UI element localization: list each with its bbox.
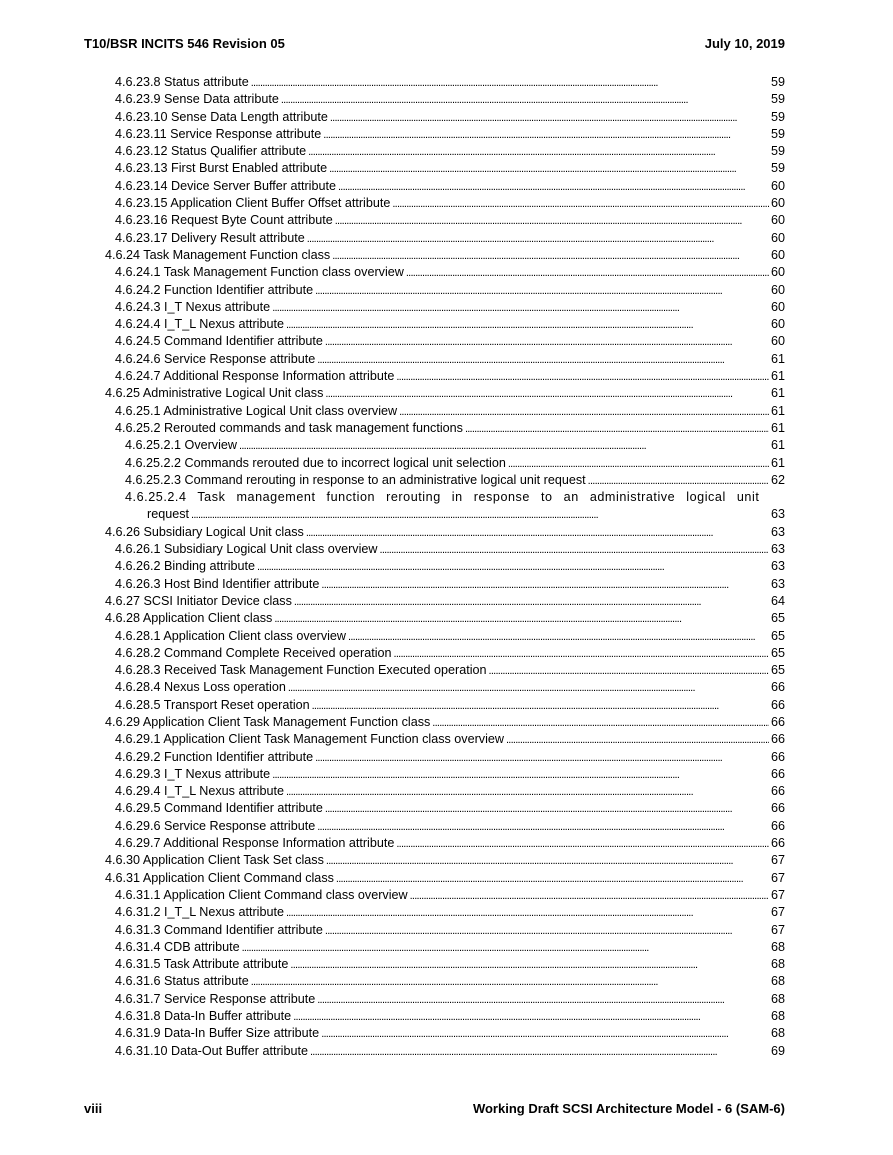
toc-entry-title: 4.6.26 Subsidiary Logical Unit class xyxy=(105,524,304,539)
toc-entry[interactable] xyxy=(105,749,785,766)
toc-page-number: 65 xyxy=(770,645,785,660)
toc-page-number: 66 xyxy=(770,749,785,764)
toc-page-number: 66 xyxy=(770,697,785,712)
toc-entry[interactable] xyxy=(105,385,785,402)
toc-entry[interactable] xyxy=(105,766,785,783)
toc-entry[interactable] xyxy=(105,333,785,350)
toc-page-number: 67 xyxy=(770,905,785,920)
toc-page-number: 60 xyxy=(770,213,785,228)
toc-entry[interactable] xyxy=(105,973,785,990)
toc-entry-title: 4.6.29 Application Client Task Management Function class xyxy=(105,714,431,729)
toc-entry[interactable] xyxy=(105,800,785,817)
toc-entry[interactable] xyxy=(105,818,785,835)
toc-entry-title: 4.6.23.13 First Burst Enabled attribute xyxy=(115,161,328,176)
document-date: July 10, 2019 xyxy=(704,36,785,51)
toc-leader-dots xyxy=(330,109,769,126)
toc-page-number: 66 xyxy=(770,818,785,833)
toc-entry[interactable] xyxy=(105,143,785,160)
toc-entry[interactable] xyxy=(105,420,785,437)
toc-entry-title: 4.6.31.5 Task Attribute attribute xyxy=(115,957,289,972)
toc-page-number: 68 xyxy=(770,991,785,1006)
toc-entry[interactable] xyxy=(105,662,785,679)
toc-entry-title: 4.6.31.8 Data-In Buffer attribute xyxy=(115,1009,292,1024)
toc-leader-dots xyxy=(489,662,769,679)
toc-leader-dots xyxy=(329,160,769,177)
toc-leader-dots xyxy=(307,230,769,247)
toc-leader-dots xyxy=(239,437,769,454)
toc-entry[interactable] xyxy=(105,956,785,973)
toc-entry[interactable] xyxy=(105,126,785,143)
toc-page-number: 61 xyxy=(770,386,785,401)
toc-leader-dots xyxy=(399,403,769,420)
toc-page-number: 59 xyxy=(770,92,785,107)
toc-page-number: 59 xyxy=(770,75,785,89)
toc-entry[interactable] xyxy=(105,852,785,869)
toc-entry[interactable] xyxy=(105,922,785,939)
toc-entry-title: 4.6.29.7 Additional Response Information attribute xyxy=(115,836,395,851)
toc-entry[interactable] xyxy=(105,576,785,593)
toc-page-number: 66 xyxy=(770,732,785,747)
toc-leader-dots xyxy=(338,178,769,195)
toc-page-number: 67 xyxy=(770,887,785,902)
toc-entry[interactable] xyxy=(105,714,785,731)
toc-entry[interactable] xyxy=(105,1025,785,1042)
toc-entry-title: 4.6.27 SCSI Initiator Device class xyxy=(105,593,292,608)
toc-page-number: 68 xyxy=(770,1009,785,1024)
toc-entry-title: 4.6.25.2.2 Commands rerouted due to incorrect logical unit selection xyxy=(125,455,506,470)
toc-leader-dots xyxy=(323,126,769,143)
toc-page-number: 61 xyxy=(770,369,785,384)
toc-entry-title: 4.6.31.4 CDB attribute xyxy=(115,939,240,954)
toc-leader-dots xyxy=(332,247,769,264)
toc-entry[interactable] xyxy=(105,887,785,904)
toc-leader-dots xyxy=(317,818,769,835)
toc-entry-continuation[interactable] xyxy=(105,506,785,523)
toc-entry-title: 4.6.31.7 Service Response attribute xyxy=(115,991,316,1006)
toc-entry-title: 4.6.29.5 Command Identifier attribute xyxy=(115,801,323,816)
toc-page-number: 65 xyxy=(770,611,785,626)
toc-page-number: 63 xyxy=(770,507,785,522)
toc-entry-title: 4.6.28.1 Application Client class overview xyxy=(115,628,347,643)
toc-page-number: 59 xyxy=(770,161,785,176)
toc-entry-title: 4.6.28.5 Transport Reset operation xyxy=(115,697,310,712)
toc-entry-title: 4.6.31 Application Client Command class xyxy=(105,870,334,885)
toc-entry[interactable] xyxy=(105,368,785,385)
toc-entry-title: 4.6.31.1 Application Client Command class overview xyxy=(115,887,408,902)
toc-entry[interactable] xyxy=(105,628,785,645)
toc-leader-dots xyxy=(406,264,769,281)
toc-entry-title: 4.6.25.2.1 Overview xyxy=(125,438,238,453)
toc-leader-dots xyxy=(312,697,769,714)
toc-entry[interactable] xyxy=(105,247,785,264)
toc-page-number: 61 xyxy=(770,455,785,470)
page-footer xyxy=(84,1101,785,1116)
toc-page-number: 66 xyxy=(770,836,785,851)
toc-entry[interactable] xyxy=(105,904,785,921)
toc-page-number: 67 xyxy=(770,922,785,937)
toc-leader-dots xyxy=(272,299,769,316)
toc-leader-dots xyxy=(251,973,769,990)
toc-page-number: 66 xyxy=(770,784,785,799)
toc-page-number: 59 xyxy=(770,126,785,141)
toc-page-number: 60 xyxy=(770,247,785,262)
toc-page-number: 61 xyxy=(770,403,785,418)
page-number: viii xyxy=(84,1101,103,1116)
toc-entry-title: 4.6.26.1 Subsidiary Logical Unit class overview xyxy=(115,542,378,557)
toc-entry[interactable] xyxy=(105,351,785,368)
toc-entry-title: 4.6.28.2 Command Complete Received operation xyxy=(115,645,392,660)
toc-page-number: 60 xyxy=(770,334,785,349)
toc-entry[interactable] xyxy=(105,489,785,506)
toc-entry-title: 4.6.23.10 Sense Data Length attribute xyxy=(115,109,328,124)
toc-entry[interactable] xyxy=(105,593,785,610)
toc-entry[interactable] xyxy=(105,541,785,558)
toc-page-number: 61 xyxy=(770,351,785,366)
toc-page-number: 60 xyxy=(770,265,785,280)
toc-entry-title: 4.6.31.6 Status attribute xyxy=(115,974,249,989)
toc-leader-dots xyxy=(394,645,769,662)
toc-entry[interactable] xyxy=(105,731,785,748)
toc-entry[interactable] xyxy=(105,835,785,852)
toc-leader-dots xyxy=(396,368,769,385)
toc-entry-title: 4.6.24.1 Task Management Function class overview xyxy=(115,265,404,280)
toc-leader-dots xyxy=(306,524,769,541)
toc-entry-title: 4.6.25.2.4 Task management function rerouting in response to an administrative logical unit xyxy=(125,490,760,505)
toc-leader-dots xyxy=(191,506,769,523)
toc-entry[interactable] xyxy=(105,1008,785,1025)
toc-leader-dots xyxy=(294,593,769,610)
toc-entry[interactable] xyxy=(105,697,785,714)
toc-page-number: 67 xyxy=(770,870,785,885)
toc-entry-title: 4.6.23.11 Service Response attribute xyxy=(115,126,322,141)
toc-entry-title: 4.6.23.12 Status Qualifier attribute xyxy=(115,144,307,159)
toc-entry-title: 4.6.25.2.3 Command rerouting in response to an administrative logical unit request xyxy=(125,472,586,487)
toc-page-number: 65 xyxy=(770,663,785,678)
toc-leader-dots xyxy=(380,541,769,558)
toc-entry[interactable] xyxy=(105,195,785,212)
toc-leader-dots xyxy=(325,800,769,817)
document-title: Working Draft SCSI Architecture Model - 6 (SAM-6) xyxy=(472,1101,785,1116)
toc-leader-dots xyxy=(281,91,769,108)
toc-entry[interactable] xyxy=(105,160,785,177)
toc-entry[interactable] xyxy=(105,472,785,489)
toc-page-number: 68 xyxy=(770,974,785,989)
toc-page-number: 68 xyxy=(770,939,785,954)
toc-entry[interactable] xyxy=(105,524,785,541)
toc-entry-title: 4.6.31.9 Data-In Buffer Size attribute xyxy=(115,1026,320,1041)
toc-page-number: 68 xyxy=(770,957,785,972)
toc-entry[interactable] xyxy=(105,455,785,472)
toc-entry-title: 4.6.31.10 Data-Out Buffer attribute xyxy=(115,1043,308,1058)
toc-page-number: 66 xyxy=(770,680,785,695)
toc-entry-title: 4.6.25 Administrative Logical Unit class xyxy=(105,386,324,401)
document-id: T10/BSR INCITS 546 Revision 05 xyxy=(84,36,285,51)
toc-leader-dots xyxy=(288,679,769,696)
toc-leader-dots xyxy=(321,576,769,593)
toc-entry[interactable] xyxy=(105,230,785,247)
toc-entry-title: 4.6.30 Application Client Task Set class xyxy=(105,853,324,868)
toc-leader-dots xyxy=(317,991,769,1008)
toc-leader-dots xyxy=(286,904,769,921)
toc-leader-dots xyxy=(326,852,769,869)
toc-entry-title: 4.6.24.3 I_T Nexus attribute xyxy=(115,299,271,314)
toc-page-number: 62 xyxy=(770,472,785,487)
toc-page-number: 60 xyxy=(770,230,785,245)
toc-entry-title: 4.6.24 Task Management Function class xyxy=(105,247,331,262)
toc-page-number: 63 xyxy=(770,524,785,539)
toc-leader-dots xyxy=(293,1008,769,1025)
toc-page-number: 63 xyxy=(770,576,785,591)
toc-entry-title: 4.6.29.6 Service Response attribute xyxy=(115,818,316,833)
toc-page-number: 66 xyxy=(770,801,785,816)
toc-leader-dots xyxy=(321,1025,769,1042)
toc-entry-title: 4.6.31.2 I_T_L Nexus attribute xyxy=(115,905,284,920)
toc-page-number: 66 xyxy=(770,714,785,729)
toc-entry[interactable] xyxy=(105,991,785,1008)
toc-leader-dots xyxy=(410,887,769,904)
toc-leader-dots xyxy=(257,558,769,575)
toc-page-number: 68 xyxy=(770,1026,785,1041)
toc-page-number: 65 xyxy=(770,628,785,643)
toc-leader-dots xyxy=(325,333,769,350)
toc-leader-dots xyxy=(310,1043,769,1060)
toc-page-number: 63 xyxy=(770,542,785,557)
toc-entry-title: 4.6.28 Application Client class xyxy=(105,611,273,626)
toc-leader-dots xyxy=(308,143,769,160)
toc-entry[interactable] xyxy=(105,645,785,662)
toc-entry-title: 4.6.29.3 I_T Nexus attribute xyxy=(115,766,271,781)
toc-entry[interactable] xyxy=(105,783,785,800)
toc-entry-title: 4.6.23.8 Status attribute xyxy=(115,75,249,89)
toc-entry[interactable] xyxy=(105,91,785,108)
toc-page-number: 61 xyxy=(770,438,785,453)
toc-entry-title: 4.6.28.3 Received Task Management Function Executed operation xyxy=(115,663,487,678)
toc-leader-dots xyxy=(508,455,769,472)
toc-page-number: 69 xyxy=(770,1043,785,1058)
toc-entry-title: 4.6.26.2 Binding attribute xyxy=(115,559,256,574)
toc-leader-dots xyxy=(335,212,769,229)
toc-entry-title: 4.6.24.2 Function Identifier attribute xyxy=(115,282,314,297)
toc-leader-dots xyxy=(286,783,769,800)
toc-page-number: 64 xyxy=(770,593,785,608)
toc-leader-dots xyxy=(317,351,769,368)
toc-leader-dots xyxy=(336,870,769,887)
toc-entry[interactable] xyxy=(105,870,785,887)
toc-entry[interactable] xyxy=(105,109,785,126)
toc-entry-title: 4.6.29.4 I_T_L Nexus attribute xyxy=(115,784,284,799)
toc-page-number: 60 xyxy=(770,196,785,211)
toc-entry[interactable] xyxy=(105,299,785,316)
toc-page-number: 63 xyxy=(770,559,785,574)
toc-leader-dots xyxy=(588,472,769,489)
toc-leader-dots xyxy=(465,420,769,437)
toc-page-number: 60 xyxy=(770,282,785,297)
toc-leader-dots xyxy=(432,714,769,731)
toc-entry[interactable] xyxy=(105,74,785,91)
toc-entry[interactable] xyxy=(105,939,785,956)
toc-leader-dots xyxy=(392,195,769,212)
toc-leader-dots xyxy=(506,731,769,748)
toc-entry-title: 4.6.28.4 Nexus Loss operation xyxy=(115,680,286,695)
toc-leader-dots xyxy=(315,282,769,299)
toc-entry[interactable] xyxy=(105,178,785,195)
table-of-contents xyxy=(105,74,785,1060)
toc-entry[interactable] xyxy=(105,1043,785,1060)
toc-page-number: 59 xyxy=(770,144,785,159)
toc-entry-title: 4.6.23.17 Delivery Result attribute xyxy=(115,230,305,245)
toc-page-number: 60 xyxy=(770,317,785,332)
toc-entry-title: 4.6.25.1 Administrative Logical Unit class overview xyxy=(115,403,398,418)
toc-leader-dots xyxy=(290,956,769,973)
toc-entry-title: 4.6.31.3 Command Identifier attribute xyxy=(115,922,323,937)
toc-entry[interactable] xyxy=(105,558,785,575)
toc-entry-title: 4.6.24.6 Service Response attribute xyxy=(115,351,316,366)
toc-page-number: 60 xyxy=(770,299,785,314)
toc-leader-dots xyxy=(325,922,769,939)
toc-entry[interactable] xyxy=(105,610,785,627)
toc-entry-title: 4.6.29.1 Application Client Task Management Function class overview xyxy=(115,732,504,747)
toc-entry-title: 4.6.23.16 Request Byte Count attribute xyxy=(115,213,333,228)
toc-page-number: 67 xyxy=(770,853,785,868)
toc-entry[interactable] xyxy=(105,437,785,454)
toc-page-number: 59 xyxy=(770,109,785,124)
toc-leader-dots xyxy=(242,939,769,956)
toc-entry[interactable] xyxy=(105,679,785,696)
toc-entry[interactable] xyxy=(105,212,785,229)
toc-leader-dots xyxy=(286,316,769,333)
toc-leader-dots xyxy=(348,628,769,645)
toc-entry-title: 4.6.26.3 Host Bind Identifier attribute xyxy=(115,576,320,591)
toc-leader-dots xyxy=(396,835,769,852)
toc-entry-title: 4.6.29.2 Function Identifier attribute xyxy=(115,749,314,764)
toc-entry-title: 4.6.24.7 Additional Response Information attribute xyxy=(115,369,395,384)
toc-entry-title: 4.6.23.14 Device Server Buffer attribute xyxy=(115,178,336,193)
toc-leader-dots xyxy=(251,74,769,91)
toc-page-number: 66 xyxy=(770,766,785,781)
toc-leader-dots xyxy=(274,610,769,627)
toc-entry[interactable] xyxy=(105,264,785,281)
toc-entry-title: 4.6.24.4 I_T_L Nexus attribute xyxy=(115,317,284,332)
toc-leader-dots xyxy=(272,766,769,783)
page-header xyxy=(84,36,785,51)
toc-entry-title: 4.6.23.9 Sense Data attribute xyxy=(115,92,279,107)
toc-entry-title: 4.6.23.15 Application Client Buffer Offset attribute xyxy=(115,196,391,211)
toc-entry[interactable] xyxy=(105,403,785,420)
toc-entry-title: 4.6.25.2 Rerouted commands and task management functions xyxy=(115,420,463,435)
toc-entry[interactable] xyxy=(105,282,785,299)
toc-page-number: 61 xyxy=(770,420,785,435)
toc-page-number: 60 xyxy=(770,178,785,193)
toc-leader-dots xyxy=(325,385,769,402)
toc-entry-title-cont: request xyxy=(147,507,190,522)
toc-entry[interactable] xyxy=(105,316,785,333)
toc-leader-dots xyxy=(315,749,769,766)
toc-entry-title: 4.6.24.5 Command Identifier attribute xyxy=(115,334,323,349)
